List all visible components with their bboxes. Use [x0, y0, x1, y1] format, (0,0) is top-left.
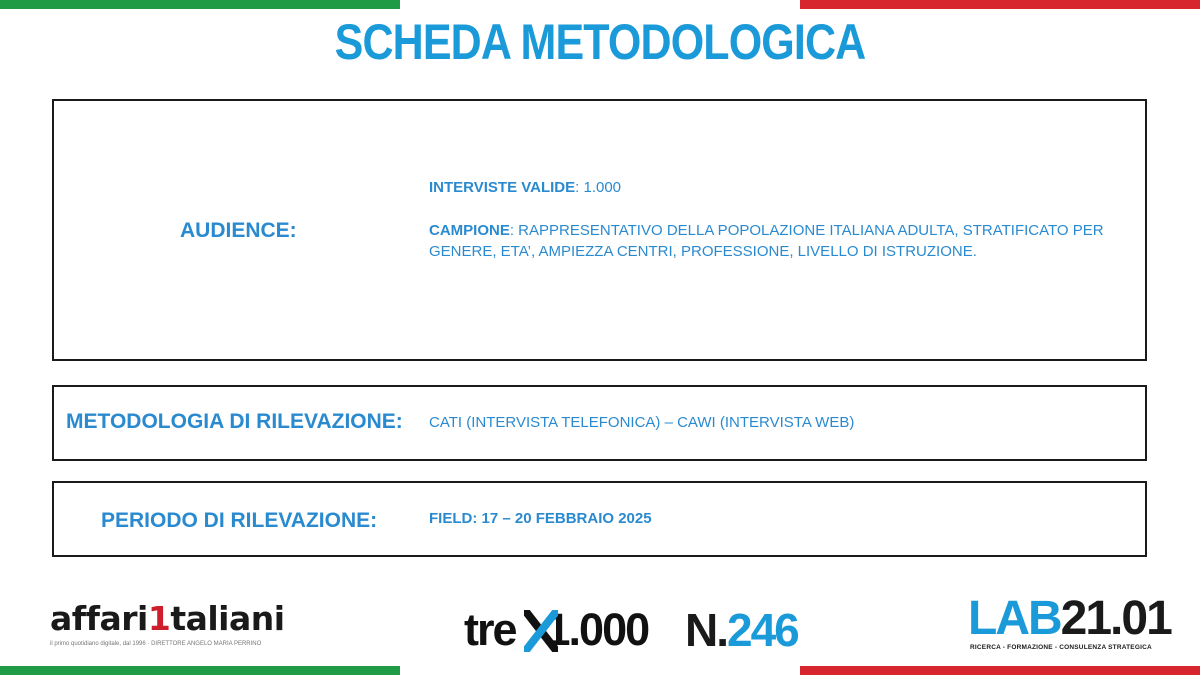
flag-white — [400, 666, 800, 675]
trex-pre: tre — [464, 604, 516, 655]
lab-main: LAB21.01 — [968, 592, 1171, 645]
affaritaliani-post: taliani — [170, 599, 285, 638]
sample-key: CAMPIONE — [429, 222, 510, 239]
interviews-value: : 1.000 — [575, 179, 622, 196]
flag-green — [0, 666, 400, 675]
period-value: FIELD: 17 – 20 FEBBRAIO 2025 — [429, 510, 652, 527]
affaritaliani-logo — [50, 600, 320, 647]
top-flag-stripe — [0, 0, 1200, 9]
method-value: CATI (INTERVISTA TELEFONICA) – CAWI (INTERVISTA WEB) — [429, 414, 855, 431]
interviews-key: INTERVISTE VALIDE — [429, 179, 576, 196]
flag-green — [0, 0, 400, 9]
audience-box — [52, 99, 1147, 361]
lab2101-logo — [968, 592, 1171, 651]
period-box — [52, 481, 1147, 557]
sample-value: : RAPPRESENTATIVO DELLA POPOLAZIONE ITALIANA ADULTA, STRATIFICATO PER GENERE, ETA’, AMPIEZZA CENTRI, PROFESSIONE, LIVELLO DI ISTRUZIONE. — [429, 222, 1104, 260]
flag-white — [400, 0, 800, 9]
trex1000-logo — [464, 600, 664, 660]
audience-label: AUDIENCE: — [180, 219, 297, 242]
affaritaliani-pre: affari — [50, 599, 148, 638]
flag-red — [800, 666, 1200, 675]
method-box — [52, 385, 1147, 461]
page-title: SCHEDA METODOLOGICA — [334, 14, 866, 70]
sample-line — [429, 220, 1149, 262]
affaritaliani-tagline: il primo quotidiano digitale, dal 1996 · DIRETTORE ANGELO MARIA PERRINO — [50, 641, 262, 647]
trex-number: 1.000 — [545, 604, 649, 655]
flag-red — [800, 0, 1200, 9]
x-mark-icon — [524, 610, 558, 652]
interviews-line — [429, 179, 621, 196]
bottom-flag-stripe — [0, 666, 1200, 675]
issue-number — [685, 600, 798, 660]
issue-text: N.246 — [685, 604, 798, 656]
affaritaliani-one: 1 — [147, 599, 171, 638]
lab-tagline: RICERCA - FORMAZIONE - CONSULENZA STRATEGICA — [970, 644, 1152, 651]
period-label: PERIODO DI RILEVAZIONE: — [101, 509, 378, 532]
method-label: METODOLOGIA DI RILEVAZIONE: — [66, 410, 403, 433]
